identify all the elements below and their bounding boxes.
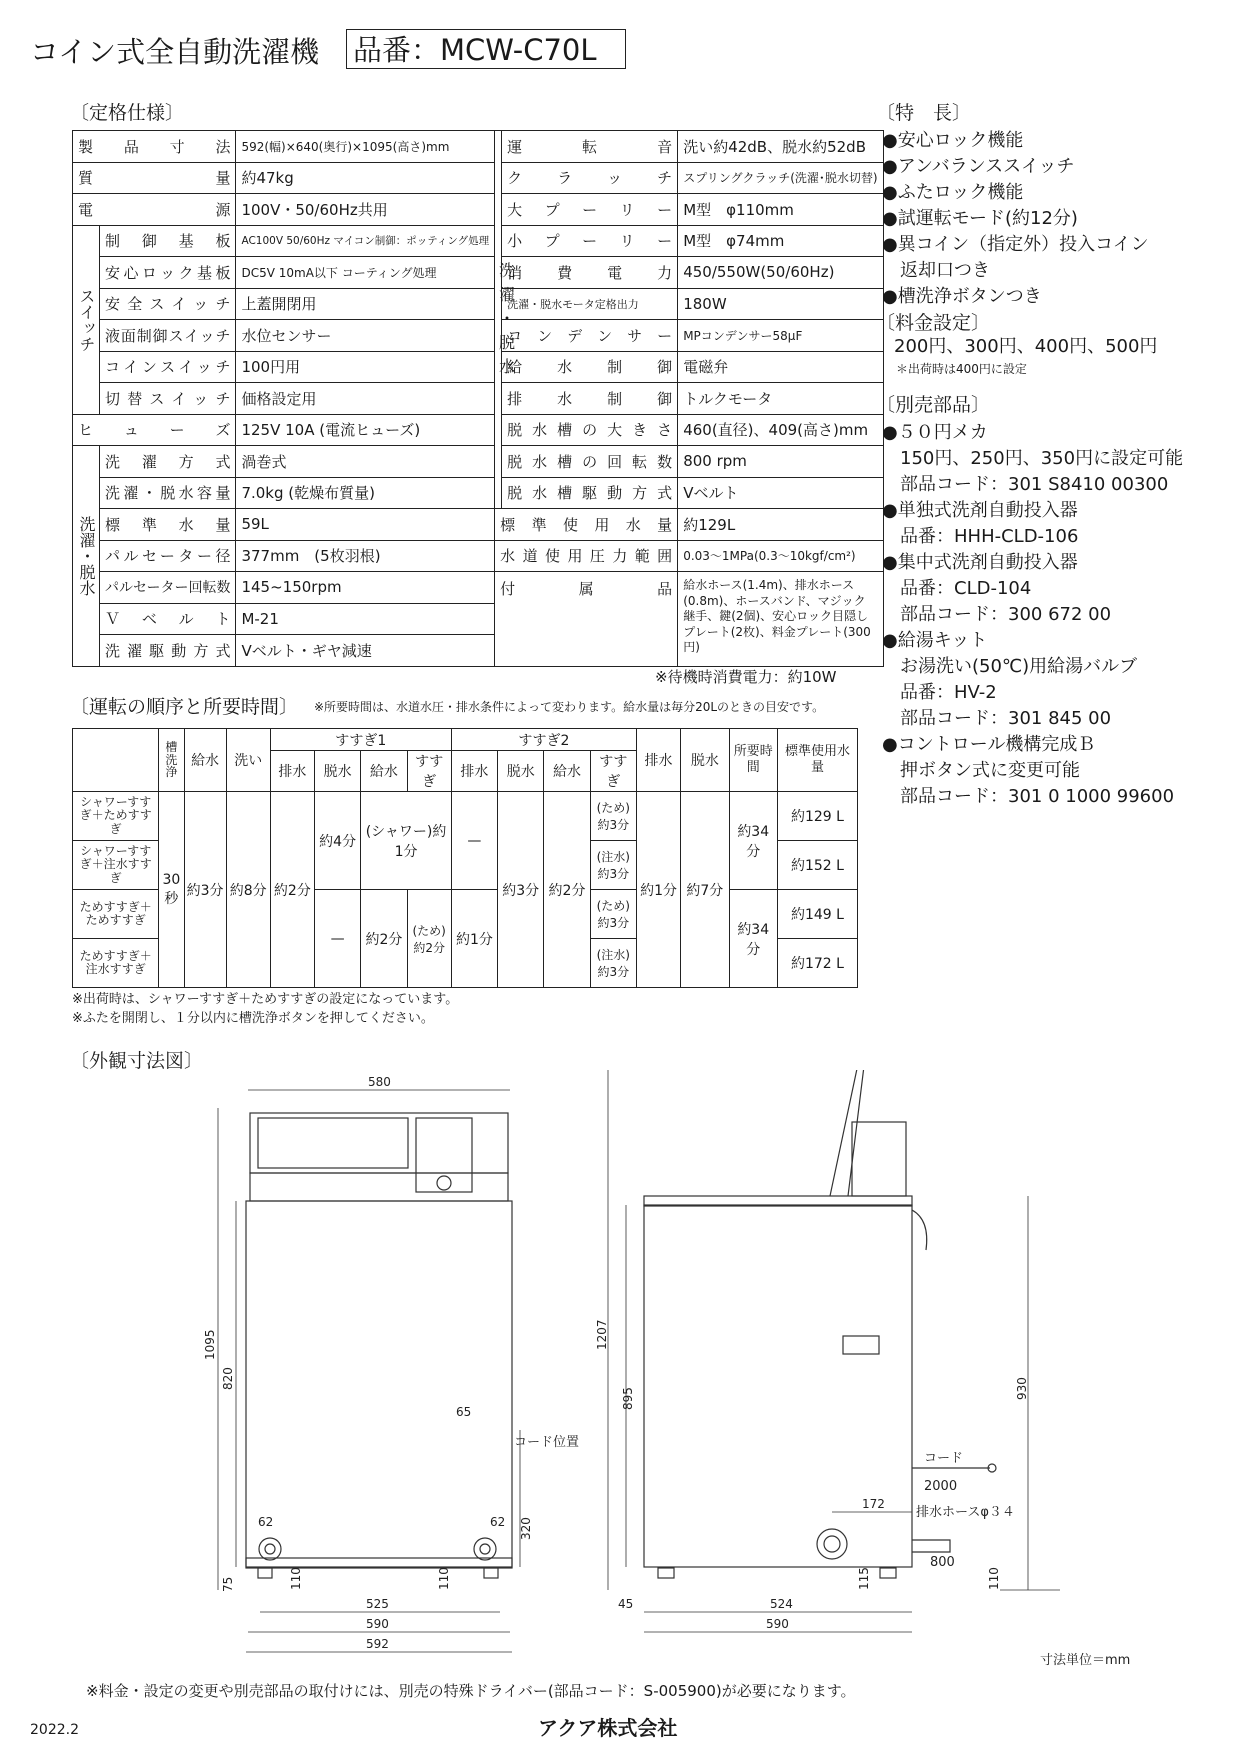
part-line: 部品コード：300 672 00 (900, 604, 1112, 625)
spec-value: 125V 10A (電流ヒューズ) (236, 414, 495, 446)
spec-value: 価格設定用 (236, 383, 495, 415)
col-drain: 排水 (270, 751, 314, 792)
drawing-heading: 〔外観寸法図〕 (70, 1050, 204, 1072)
wash-group: 洗濯・脱水 (73, 446, 100, 667)
spec-value: 180W (678, 288, 883, 320)
cell-value: 約34分 (729, 792, 777, 890)
spec-label: 給 水 制 御 (502, 351, 678, 383)
col-drain: 排水 (451, 751, 497, 792)
dim-930: 930 (1015, 1377, 1029, 1400)
col-water: 標準使用水量 (777, 729, 857, 792)
spec-value: 800 rpm (678, 446, 883, 478)
col-tub: 槽洗浄 (159, 729, 184, 792)
part-line: 品番：CLD-104 (900, 578, 1032, 599)
mode-label: ためすすぎ＋ためすすぎ (73, 890, 159, 939)
unit-label: 寸法単位＝mm (1040, 1653, 1131, 1668)
cell-value: (ため)約3分 (590, 792, 636, 841)
mode-label: シャワーすすぎ＋注水すすぎ (73, 841, 159, 890)
spec-label: コインスイッチ (100, 351, 236, 383)
dim-75: 75 (221, 1576, 235, 1592)
part-line: ●コントロール機構完成Ｂ (882, 734, 1096, 755)
price-heading: 〔料金設定〕 (876, 312, 991, 334)
col-time: 所要時間 (729, 729, 777, 792)
spec-label: 洗濯・脱水モータ定格出力 (502, 288, 678, 320)
product-number: 品番：MCW-C70L (346, 29, 626, 69)
spec-value: 給水ホース(1.4m)、排水ホース(0.8m)、ホースバンド、マジック継手、鍵(2個)、安心ロック目隠しプレート(2枚)、料金プレート(300円) (678, 572, 883, 667)
spec-label: 脱水槽駆動方式 (502, 477, 678, 509)
feature-item: ●試運転モード(約12分) (882, 208, 1078, 229)
cell-value: 約2分 (544, 792, 590, 988)
order-table (72, 728, 858, 988)
cell-value: 約172 L (777, 939, 857, 988)
spec-value: 約129L (678, 509, 883, 541)
part-line: 部品コード：301 S8410 00300 (900, 474, 1169, 495)
spec-value: 377mm (5枚羽根) (236, 540, 495, 572)
col-rinse: すすぎ (590, 751, 636, 792)
part-line: お湯洗い(50℃)用給湯バルブ (900, 656, 1138, 677)
spec-value: 100V・50/60Hz共用 (236, 194, 495, 226)
col-supply: 給水 (361, 751, 407, 792)
dim-895: 895 (621, 1387, 635, 1410)
spec-label: 小 プ ー リ ー (502, 225, 678, 257)
spec-label: 製 品 寸 法 (73, 131, 236, 163)
spec-value: M-21 (236, 603, 495, 635)
spec-value: 59L (236, 509, 495, 541)
col-spin: 脱水 (314, 751, 360, 792)
dim-110c: 110 (987, 1567, 1001, 1590)
spec-label: コ ン デ ン サ ー (502, 320, 678, 352)
spec-value: スプリングクラッチ(洗濯･脱水切替) (678, 162, 883, 194)
spec-value: 上蓋開閉用 (236, 288, 495, 320)
feature-item: ●アンバランススイッチ (882, 156, 1075, 177)
price-note: ＊出荷時は400円に設定 (896, 362, 1027, 376)
spec-label: ク ラ ッ チ (502, 162, 678, 194)
spec-label: 液面制御スイッチ (100, 320, 236, 352)
dim-110a: 110 (289, 1567, 303, 1590)
col-rinse: すすぎ (407, 751, 451, 792)
spec-value: 約47kg (236, 162, 495, 194)
spec-value: 592(幅)×640(奥行)×1095(高さ)mm (236, 131, 495, 163)
dimension-drawing (0, 1070, 1241, 1670)
spec-label: 標 準 水 量 (100, 509, 236, 541)
dim-524: 524 (770, 1597, 793, 1611)
spec-value: 7.0kg (乾燥布質量) (236, 477, 495, 509)
spec-label: 運 転 音 (502, 131, 678, 163)
cell-value: — (451, 792, 497, 890)
spec-label: 標 準 使 用 水 量 (495, 509, 678, 541)
page-title: コイン式全自動洗濯機 (30, 35, 320, 69)
dim-172: 172 (862, 1497, 885, 1511)
col-rinse1: すすぎ1 (270, 729, 451, 751)
spec-label: 洗濯駆動方式 (100, 635, 236, 667)
spec-label: パルセーター径 (100, 540, 236, 572)
spec-value: 電磁弁 (678, 351, 883, 383)
standby-power: ※待機時消費電力：約10W (655, 668, 837, 686)
order-heading: 〔運転の順序と所要時間〕 (70, 696, 299, 718)
spec-value: 渦巻式 (236, 446, 495, 478)
spec-value: 水位センサー (236, 320, 495, 352)
cell-value: 約1分 (636, 792, 680, 988)
cell-value: 約3分 (184, 792, 226, 988)
col-wash: 洗い (226, 729, 270, 792)
spec-value: Vベルト (678, 477, 883, 509)
cell-value: 約3分 (498, 792, 544, 988)
spec-value: 450/550W(50/60Hz) (678, 257, 883, 289)
col-rinse2: すすぎ2 (451, 729, 636, 751)
spec-label: 質 量 (73, 162, 236, 194)
dim-800: 800 (930, 1555, 955, 1570)
dim-320: 320 (519, 1517, 533, 1540)
spec-label: 制 御 基 板 (100, 225, 236, 257)
spec-label: 安心ロック基板 (100, 257, 236, 289)
part-line: 押ボタン式に変更可能 (900, 760, 1080, 781)
feature-item: ●異コイン（指定外）投入コイン (882, 234, 1149, 255)
spec-value: 0.03～1MPa(0.3～10kgf/cm²) (678, 540, 883, 572)
spec-label: パルセーター回転数 (100, 572, 236, 604)
dim-1207: 1207 (595, 1319, 609, 1350)
cell-value: 約1分 (451, 890, 497, 988)
cell-value: 約149 L (777, 890, 857, 939)
spec-label: 洗濯・脱水容量 (100, 477, 236, 509)
feature-item: ●ふたロック機能 (882, 182, 1024, 203)
footer-date: 2022.2 (30, 1722, 79, 1738)
note-line: ※ふたを開閉し、１分以内に槽洗浄ボタンを押してください。 (72, 1011, 434, 1026)
feature-item: ●槽洗浄ボタンつき (882, 286, 1042, 307)
cell-value: 約2分 (361, 890, 407, 988)
cell-value: 約2分 (270, 792, 314, 988)
spec-label: 脱水槽の回転数 (502, 446, 678, 478)
cell-value: (注水)約3分 (590, 939, 636, 988)
front-panel (250, 1113, 508, 1173)
cord-label: コード (924, 1451, 964, 1466)
col-spin: 脱水 (681, 729, 729, 792)
cell-value: (シャワー)約1分 (361, 792, 451, 890)
hose-label: 排水ホースφ３４ (916, 1505, 1015, 1520)
spec-label: ヒ ュ ー ズ (73, 414, 236, 446)
spec-table (72, 130, 884, 667)
mode-label: ためすすぎ＋注水すすぎ (73, 939, 159, 988)
spec-label: 水道使用圧力範囲 (495, 540, 678, 572)
spec-value: AC100V 50/60Hz マイコン制御：ポッティング処理 (236, 225, 495, 257)
dim-1095: 1095 (203, 1329, 217, 1360)
spec-value: Vベルト・ギヤ減速 (236, 635, 495, 667)
spec-value: 洗い約42dB、脱水約52dB (678, 131, 883, 163)
cell-value: 約34分 (729, 890, 777, 988)
spec-value: M型 φ110mm (678, 194, 883, 226)
feature-item: 返却口つき (882, 260, 990, 281)
spec-label: 大 プ ー リ ー (502, 194, 678, 226)
company-name: アクア株式会社 (538, 1716, 678, 1740)
dim-2000: 2000 (924, 1479, 958, 1494)
dim-62b: 62 (490, 1515, 506, 1529)
mode-label: シャワーすすぎ＋ためすすぎ (73, 792, 159, 841)
cell-value: (ため)約3分 (590, 890, 636, 939)
spec-label: 脱水槽の大きさ (502, 414, 678, 446)
part-line: 品番：HHH-CLD-106 (900, 526, 1079, 547)
cell-value: 30秒 (159, 792, 184, 988)
spec-label: 安全スイッチ (100, 288, 236, 320)
spec-value: M型 φ74mm (678, 225, 883, 257)
cell-value: — (314, 890, 360, 988)
spec-value: 460(直径)、409(高さ)mm (678, 414, 883, 446)
switch-group: スイッチ (73, 225, 100, 414)
spec-value: 145~150rpm (236, 572, 495, 604)
order-note: ※所要時間は、水道水圧・排水条件によって変わります。給水量は毎分20Lのときの目安です。 (314, 700, 825, 714)
dim-115: 115 (857, 1567, 871, 1590)
spec-heading: 〔定格仕様〕 (70, 102, 185, 124)
features-list (882, 128, 1149, 310)
dim-590b: 590 (766, 1617, 789, 1631)
spec-label: 排 水 制 御 (502, 383, 678, 415)
col-supply: 給水 (184, 729, 226, 792)
spec-value: 100円用 (236, 351, 495, 383)
dim-525: 525 (366, 1597, 389, 1611)
col-supply: 給水 (544, 751, 590, 792)
dim-110b: 110 (437, 1567, 451, 1590)
part-line: 品番：HV-2 (900, 682, 997, 703)
parts-list (882, 420, 1183, 810)
spec-label: 消 費 電 力 (502, 257, 678, 289)
cell-value: (注水)約3分 (590, 841, 636, 890)
dim-65: 65 (456, 1405, 472, 1419)
col-drain: 排水 (636, 729, 680, 792)
dim-590a: 590 (366, 1617, 389, 1631)
part-line: ●５０円メカ (882, 422, 988, 443)
part-line: ●給湯キット (882, 630, 988, 651)
footer-note: ※料金・設定の変更や別売部品の取付けには、別売の特殊ドライバー(部品コード：S-005900)が必要になります。 (86, 1682, 856, 1700)
part-line: 部品コード：301 845 00 (900, 708, 1112, 729)
parts-heading: 〔別売部品〕 (876, 394, 991, 416)
order-notes (72, 990, 458, 1028)
cell-value: 約8分 (226, 792, 270, 988)
cell-value: (ため)約2分 (407, 890, 451, 988)
spec-label: 切替スイッチ (100, 383, 236, 415)
dim-580: 580 (368, 1075, 391, 1089)
features-heading: 〔特 長〕 (876, 102, 972, 124)
cell-value: 約129 L (777, 792, 857, 841)
cell-value: 約152 L (777, 841, 857, 890)
cell-value: 約7分 (681, 792, 729, 988)
front-body (246, 1201, 512, 1567)
spec-value: DC5V 10mA以下 コーティング処理 (236, 257, 495, 289)
cell-value: 約4分 (314, 792, 360, 890)
spec-label: 付 属 品 (495, 572, 678, 667)
spec-value: トルクモータ (678, 383, 883, 415)
dim-45: 45 (618, 1597, 634, 1611)
part-line: ●集中式洗剤自動投入器 (882, 552, 1078, 573)
dim-592: 592 (366, 1637, 389, 1651)
part-line: ●単独式洗剤自動投入器 (882, 500, 1078, 521)
part-line: 150円、250円、350円に設定可能 (900, 448, 1184, 469)
price-values: 200円、300円、400円、500円 (894, 336, 1158, 357)
dim-820: 820 (221, 1367, 235, 1390)
part-line: 部品コード：301 0 1000 99600 (900, 786, 1175, 807)
col-spin: 脱水 (498, 751, 544, 792)
wash-spin-group: 洗濯・脱水 (496, 262, 516, 382)
spec-label: 洗 濯 方 式 (100, 446, 236, 478)
dim-62a: 62 (258, 1515, 274, 1529)
spec-label: Ｖ ベ ル ト (100, 603, 236, 635)
note-line: ※出荷時は、シャワーすすぎ＋ためすすぎの設定になっています。 (72, 992, 459, 1007)
spec-value: MPコンデンサー58μF (678, 320, 883, 352)
cord-position: コード位置 (514, 1435, 580, 1450)
spec-label: 電 源 (73, 194, 236, 226)
feature-item: ●安心ロック機能 (882, 130, 1024, 151)
side-body (644, 1205, 912, 1567)
